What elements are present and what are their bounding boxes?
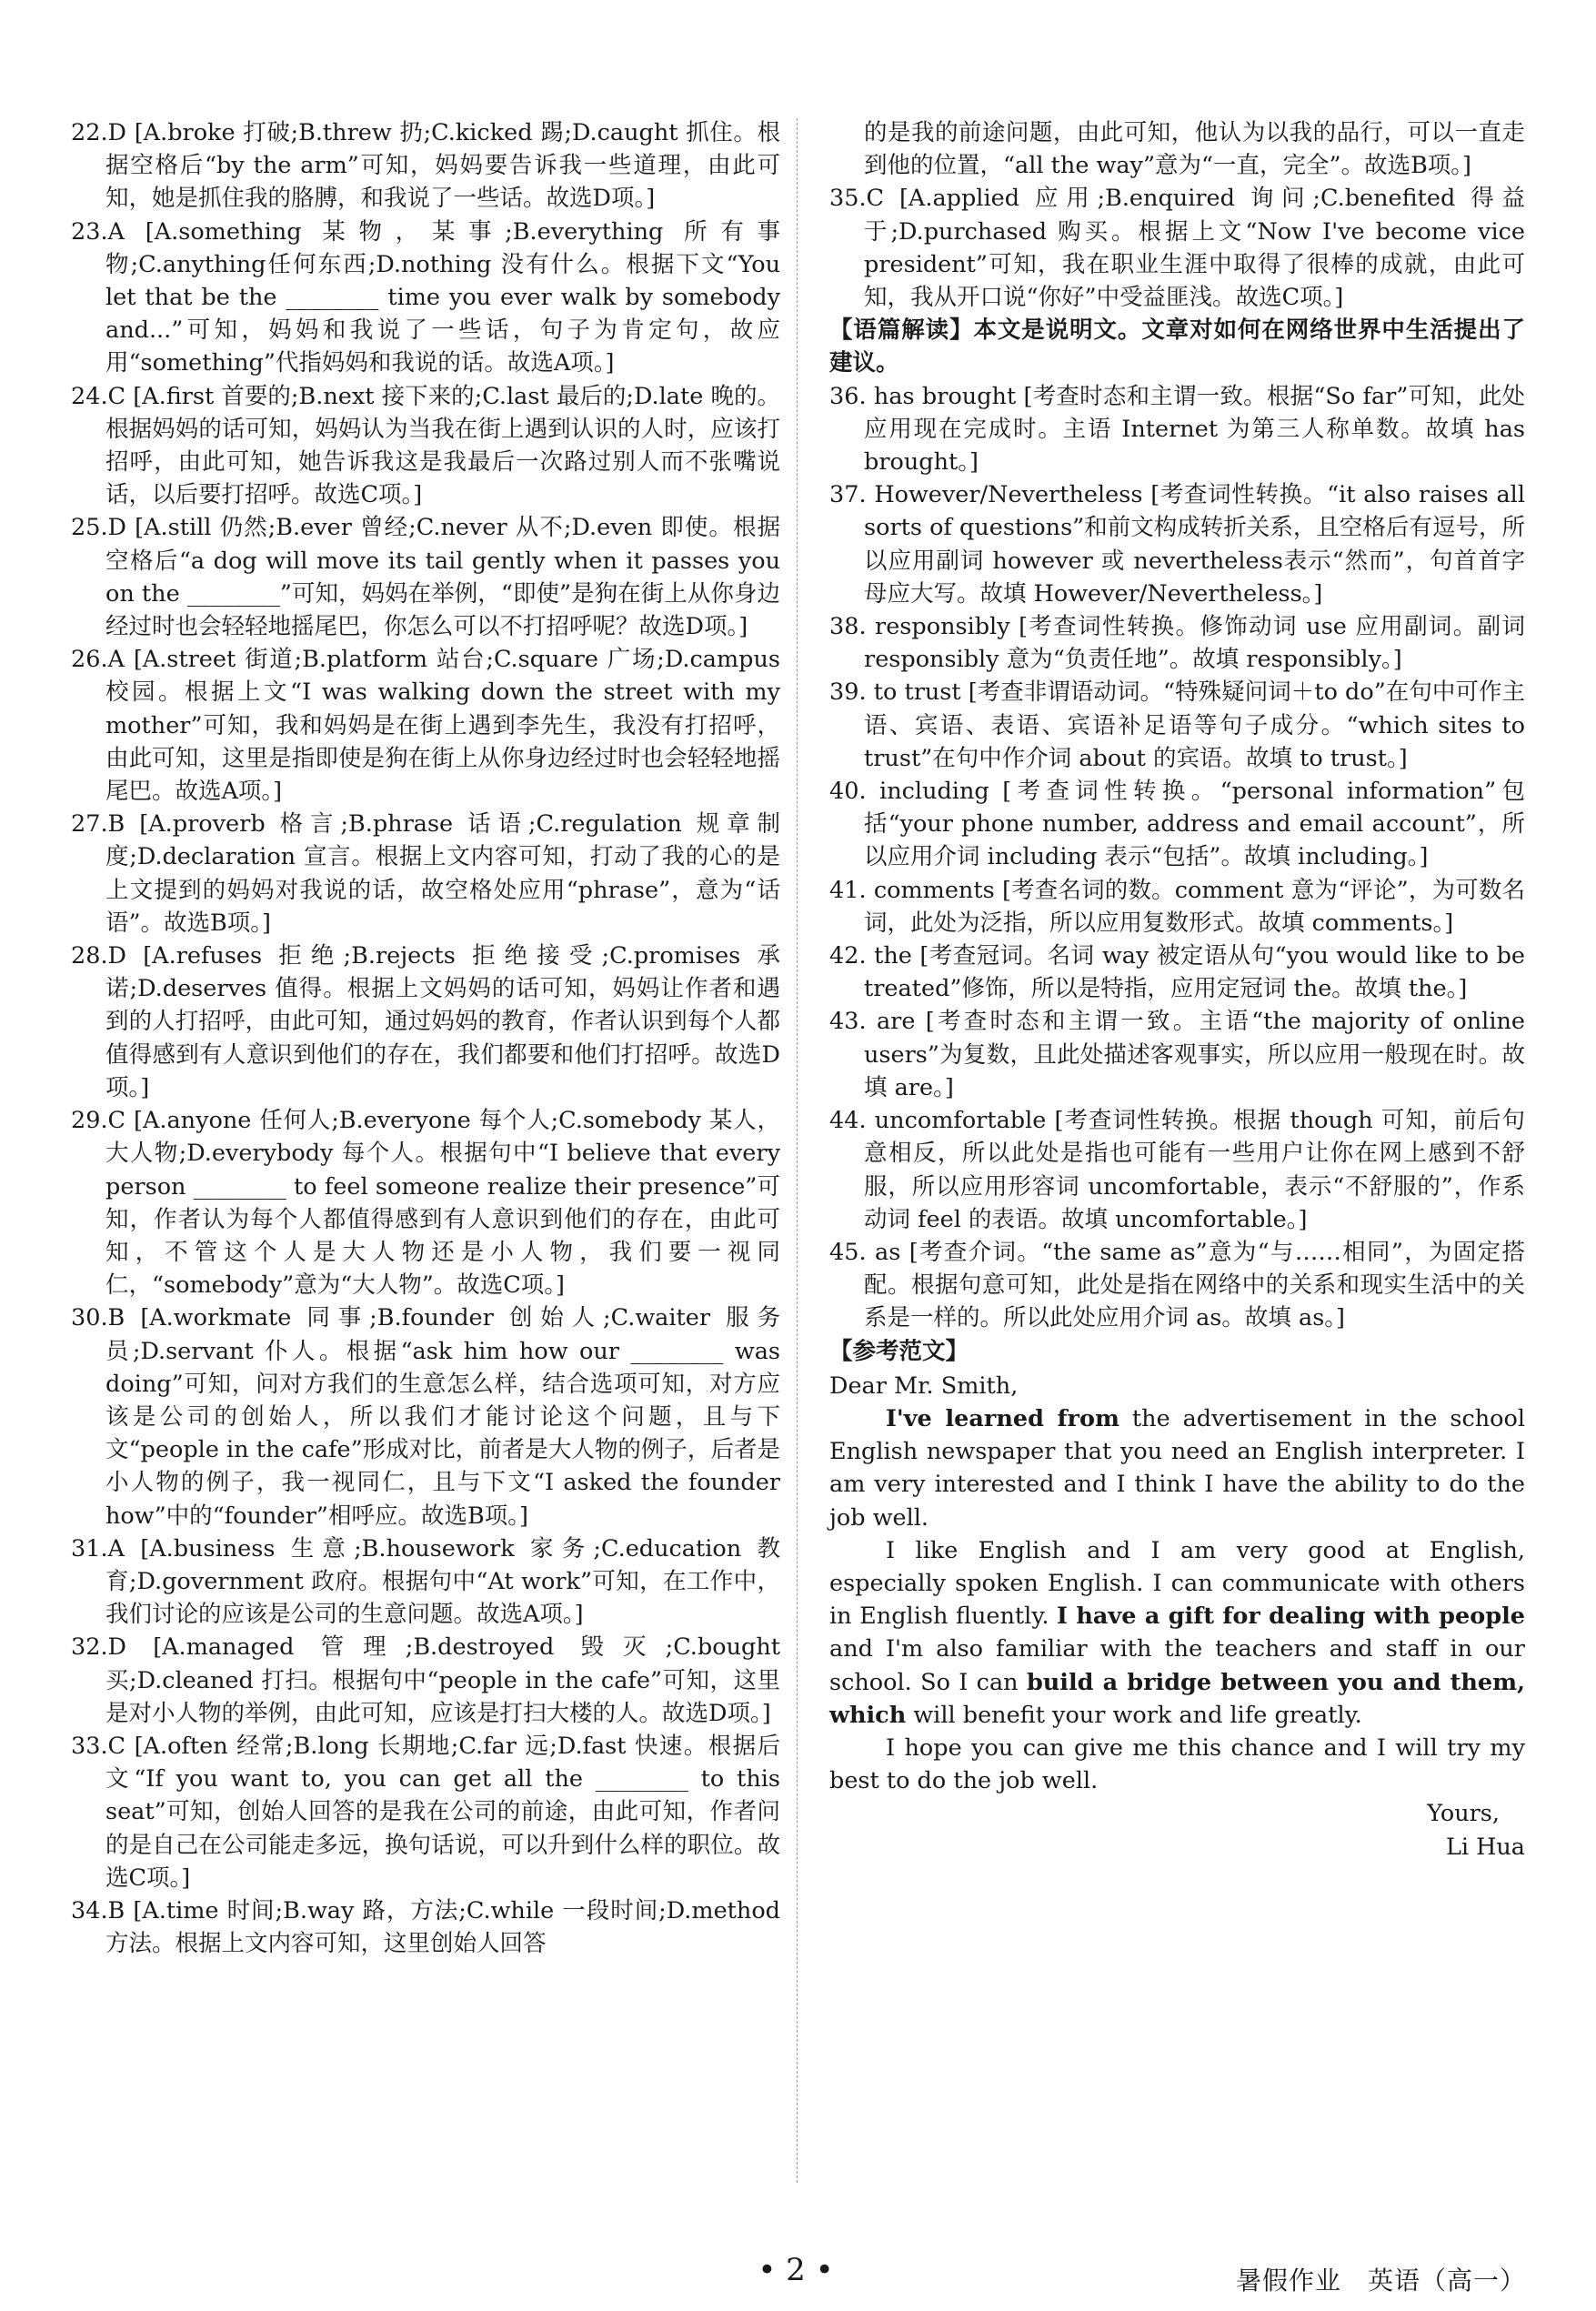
question-number: 27.B	[71, 810, 125, 839]
question-number: 23.A	[71, 217, 125, 246]
highlight-phrase: I've learned from	[886, 1404, 1119, 1432]
answer-explanation: [A.applied 应用;B.enquired 询问;C.benefited 得益于;D.purchased 购买。根据上文“Now I've become vice president”可知，我在职业生涯中取得了很棒的成就，由此可知，我从开口说“你好”中受益匪浅。故选C项。]	[864, 185, 1526, 312]
left-column	[71, 116, 780, 1960]
answer-explanation: uncomfortable [考查词性转换。根据 though 可知，前后句意相反，所以此处是指也可能有一些用户让你在网上感到不舒服，所以应用形容词 uncomfortable，表示“不舒服的”，作系动词 feel 的表语。故填 uncomfortable。]	[864, 1107, 1526, 1233]
answer-entry	[71, 1631, 780, 1730]
answer-entry	[71, 1301, 780, 1532]
answer-entry	[71, 380, 780, 512]
book-title: 暑假作业 英语（高一）	[1235, 2266, 1526, 2296]
section-text: 本文是说明文。文章对如何在网络世界中生活提出了建议。	[829, 317, 1525, 377]
question-number: 45.	[829, 1238, 867, 1266]
answer-entry	[71, 1532, 780, 1632]
answer-entry	[829, 939, 1525, 1005]
answer-explanation: the [考查冠词。名词 way 被定语从句“you would like to be treated”修饰，所以是特指，应用定冠词 the。故填 the。]	[864, 942, 1526, 1003]
answer-explanation: [A.anyone 任何人;B.everyone 每个人;C.somebody 某人，大人物;D.everybody 每个人。根据句中“I believe that every person ________ to feel someone realize their presence”可知，作者认为每个人都值得感到有人意识到他们的存在，由此可知，不管这个人是大人物还是小人物，我们要一视同仁，“somebody”意为“大人物”。故选C项。]	[105, 1107, 780, 1300]
answer-explanation: [A.first 首要的;B.next 接下来的;C.last 最后的;D.late 晚的。根据妈妈的话可知，妈妈认为当我在街上遇到认识的人时，应该打招呼，由此可知，她告诉我这是我最后一次路过别人而不张嘴说话，以后要打招呼。故选C项。]	[105, 382, 780, 509]
answer-explanation: [A.refuses 拒绝;B.rejects 拒绝接受;C.promises 承诺;D.deserves 值得。根据上文妈妈的话可知，妈妈让作者和遇到的人打招呼，由此可知，通过妈妈的教育，作者认识到每个人都值得感到有人意识到他们的存在，我们都要和他们打招呼。故选D项。]	[105, 942, 780, 1101]
answer-explanation: 的是我的前途问题，由此可知，他认为以我的品行，可以一直走到他的位置，“all the way”意为“一直，完全”。故选B项。]	[864, 119, 1525, 180]
highlight-phrase: I have a gift for dealing with people	[1057, 1603, 1525, 1631]
grammar-fill-answers	[829, 380, 1525, 1335]
answer-explanation: [A.proverb 格言;B.phrase 话语;C.regulation 规章制度;D.declaration 宣言。根据上文内容可知，打动了我的心的是上文提到的妈妈对我说的话，故空格处应用“phrase”，意为“话语”。故选B项。]	[105, 810, 781, 937]
question-number: 24.C	[71, 382, 126, 410]
answer-entry	[829, 1005, 1525, 1104]
answer-entry	[71, 643, 780, 808]
answer-explanation: including [考查词性转换。“personal information”包括“your phone number, address and email account”，所以应用介词 including 表示“包括”。故填 including。]	[864, 778, 1525, 871]
column-divider	[797, 118, 798, 2183]
answer-entry	[829, 182, 1525, 314]
answer-entry	[829, 1104, 1525, 1236]
answer-entry	[829, 676, 1525, 775]
answer-explanation: However/Nevertheless [考查词性转换。“it also raises all sorts of questions”和前文构成转折关系，且空格后有逗号，所以应用副词 however 或 nevertheless表示“然而”，句首首字母应大写。故填 However/Nevertheless。]	[864, 481, 1525, 608]
page-number: • 2 •	[758, 2252, 834, 2288]
section-tag: 【语篇解读】	[829, 317, 974, 345]
question-number: 30.B	[71, 1304, 125, 1332]
question-number: 41.	[829, 876, 867, 904]
answer-entry	[829, 874, 1525, 939]
question-number: 22.D	[71, 119, 126, 146]
answer-entry	[829, 775, 1525, 874]
question-number: 36.	[829, 382, 867, 410]
answer-explanation: [A.something 某物，某事;B.everything 所有事物;C.anything任何东西;D.nothing 没有什么。根据下文“You let that be the ________ time you ever walk by somebody and...”可知，妈妈和我说了一些话，句子为肯定句，故应用“something”代指妈妈和我说的话。故选A项。]	[105, 217, 781, 377]
question-number: 38.	[829, 613, 867, 641]
question-number: 28.D	[71, 942, 126, 970]
answer-entry	[829, 478, 1525, 610]
answer-explanation: [A.workmate 同事;B.founder 创始人;C.waiter 服务员;D.servant 仆人。根据“ask him how our ________ was doing”可知，问对方我们的生意怎么样，结合选项可知，对方应该是公司的创始人，所以我们才能讨论这个问题，且与下文“people in the cafe”形成对比，前者是大人物的例子，后者是小人物的例子，我一视同仁，且与下文“I asked the founder how”中的“founder”相呼应。故选B项。]	[105, 1304, 780, 1530]
question-number: 25.D	[71, 514, 126, 542]
letter-paragraph-1	[829, 1402, 1525, 1534]
answer-explanation: has brought [考查时态和主谓一致。根据“So far”可知，此处应用现在完成时。主语 Internet 为第三人称单数。故填 has brought。]	[864, 382, 1525, 477]
question-number: 31.A	[71, 1534, 125, 1562]
question-number: 33.C	[71, 1732, 126, 1760]
question-number: 37.	[829, 481, 867, 509]
answer-entry	[71, 939, 780, 1104]
question-number: 26.A	[71, 646, 125, 674]
paragraph-text: will benefit your work and life greatly.	[906, 1701, 1362, 1729]
answer-entry	[71, 116, 780, 216]
letter-salutation: Dear Mr. Smith,	[829, 1372, 1019, 1400]
question-number: 34.B	[71, 1896, 125, 1924]
letter-signature: Li Hua	[1445, 1833, 1525, 1861]
right-column-continuation	[829, 116, 1525, 314]
question-number: 42.	[829, 942, 867, 970]
answer-explanation: as [考查介词。“the same as”意为“与……相同”，为固定搭配。根据句意可知，此处是指在网络中的关系和现实生活中的关系是一样的。所以此处应用介词 as。故填 as。]	[864, 1238, 1526, 1332]
question-number: 44.	[829, 1107, 867, 1135]
answer-entry	[71, 1104, 780, 1301]
sample-letter	[829, 1370, 1525, 1864]
answer-explanation: comments [考查名词的数。comment 意为“评论”，为可数名词，此处为泛指，所以应用复数形式。故填 comments。]	[864, 876, 1525, 937]
answer-explanation: [A.managed 管理;B.destroyed 毁灭;C.bought 买;D.cleaned 打扫。根据句中“people in the cafe”可知，这里是对小人物的举例，由此可知，应该是打扫大楼的人。故选D项。]	[105, 1633, 780, 1727]
answer-entry	[71, 808, 780, 939]
answer-explanation: [A.business 生意;B.housework 家务;C.education 教育;D.government 政府。根据句中“At work”可知，在工作中，我们讨论的应该是公司的生意问题。故选A项。]	[105, 1534, 780, 1629]
answer-entry	[829, 610, 1525, 676]
question-number: 40.	[829, 778, 867, 806]
answer-entry	[71, 1730, 780, 1894]
answer-entry	[829, 380, 1525, 479]
letter-closing: Yours,	[1427, 1800, 1500, 1828]
question-number: 35.C	[829, 185, 885, 213]
letter-paragraph-2	[829, 1534, 1525, 1732]
letter-paragraph-3: I hope you can give me this chance and I will try my best to do the job well.	[829, 1733, 1525, 1795]
question-number: 29.C	[71, 1107, 126, 1135]
question-number: 32.D	[71, 1633, 126, 1662]
paragraph-text: I like English and I am very good at English, especially spoken English. I can communicate with others in English fluently.	[829, 1536, 1525, 1631]
right-column	[829, 116, 1525, 1864]
answer-explanation: [A.often 经常;B.long 长期地;C.far 远;D.fast 快速。根据后文“If you want to, you can get all the ________ to this seat”可知，创始人回答的是我在公司的前途，由此可知，作者问的是自己在公司能走多远，换句话说，可以升到什么样的职位。故选C项。]	[105, 1732, 780, 1892]
section-reading-analysis	[829, 314, 1525, 379]
answer-explanation: [A.still 仍然;B.ever 曾经;C.never 从不;D.even 即使。根据空格后“a dog will move its tail gently when it passes you on the ________”可知，妈妈在举例，“即使”是狗在街上从你身边经过时也会轻轻地摇尾巴，你怎么可以不打招呼呢？故选D项。]	[105, 514, 780, 641]
answer-explanation: to trust [考查非谓语动词。“特殊疑问词＋to do”在句中可作主语、宾语、表语、宾语补足语等句子成分。“which sites to trust”在句中作介词 about 的宾语。故填 to trust。]	[864, 678, 1525, 772]
answer-entry	[71, 511, 780, 643]
section-sample-essay	[829, 1335, 1525, 1368]
answer-explanation: [A.time 时间;B.way 路，方法;C.while 一段时间;D.method方法。根据上文内容可知，这里创始人回答	[105, 1896, 781, 1958]
answer-entry	[71, 216, 780, 380]
answer-entry	[71, 1894, 780, 1960]
question-number: 43.	[829, 1008, 867, 1036]
question-number: 39.	[829, 678, 867, 707]
answer-explanation: [A.broke 打破;B.threw 扔;C.kicked 踢;D.caught 抓住。根据空格后“by the arm”可知，妈妈要告诉我一些道理，由此可知，她是抓住我的胳膊，和我说了一些话。故选D项。]	[105, 119, 780, 213]
section-tag: 【参考范文】	[829, 1337, 969, 1365]
answer-entry	[829, 116, 1525, 182]
paragraph-text: and I'm also familiar with the teachers and staff in our school. So I can	[829, 1635, 1525, 1696]
highlight-phrase: build a bridge between you and them, which	[829, 1668, 1525, 1729]
paragraph-text: the advertisement in the school English newspaper that you need an English interpreter. I am very interested and I think I have the ability to do the job well.	[829, 1404, 1526, 1532]
answer-entry	[829, 1236, 1525, 1335]
answer-explanation: are [考查时态和主谓一致。主语“the majority of online users”为复数，且此处描述客观事实，所以应用一般现在时。故填 are。]	[864, 1008, 1526, 1101]
answer-explanation: [A.street 街道;B.platform 站台;C.square 广场;D.campus 校园。根据上文“I was walking down the street with my mother”可知，我和妈妈是在街上遇到李先生，我没有打招呼，由此可知，这里是指即使是狗在街上从你身边经过时也会轻轻地摇尾巴。故选A项。]	[105, 646, 780, 806]
answer-explanation: responsibly [考查词性转换。修饰动词 use 应用副词。副词 responsibly 意为“负责任地”。故填 responsibly。]	[864, 613, 1525, 674]
